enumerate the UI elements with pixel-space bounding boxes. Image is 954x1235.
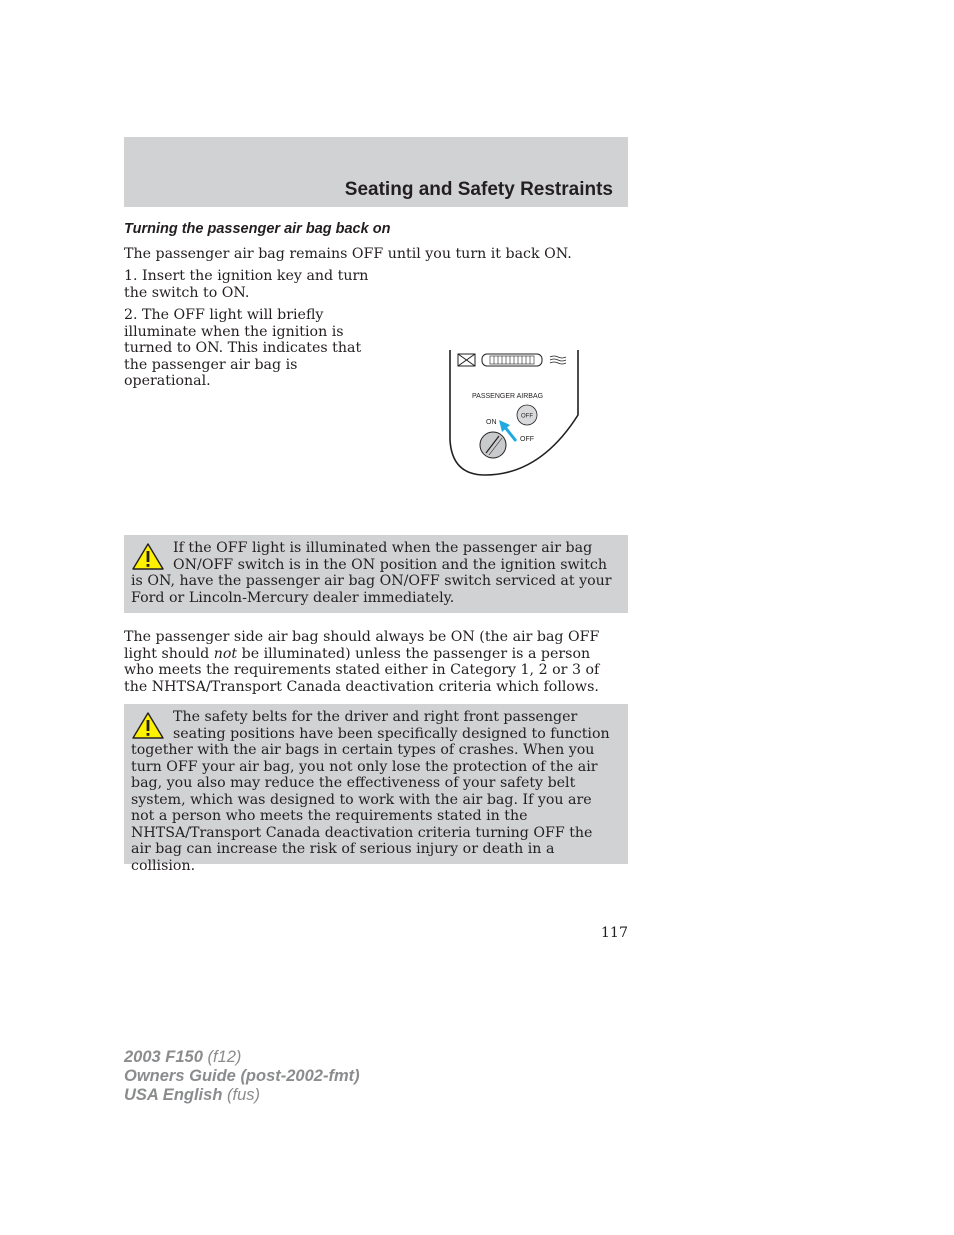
footer bbox=[124, 1048, 360, 1105]
header-bar bbox=[124, 137, 628, 207]
warning-triangle-icon bbox=[131, 711, 165, 741]
passenger-airbag-switch-diagram bbox=[440, 345, 590, 485]
footer-model-code: (f12) bbox=[202, 1048, 242, 1066]
vent-slider-icon bbox=[482, 354, 542, 366]
footer-language: USA English bbox=[124, 1086, 223, 1104]
footer-model: 2003 F150 bbox=[124, 1048, 203, 1066]
warning-text: The safety belts for the driver and right front passenger seating positions have been specifically designed to function together with the air bags in certain types of crashes. When you turn OFF your air bag, you not only lose the protection of the air bag, you also may reduce the effectiveness of your safety belt system, which was designed to work with the air bag. If you are not a person who meets the requirements stated in the NHTSA/Transport Canada deactivation criteria turning OFF the air bag can increase the risk of serious injury or death in a collision. bbox=[131, 709, 610, 874]
page-number: 117 bbox=[600, 925, 628, 941]
footer-guide: Owners Guide (post-2002-fmt) bbox=[124, 1067, 360, 1085]
warning-box bbox=[124, 535, 628, 613]
paragraph-emphasis: not bbox=[213, 645, 238, 662]
off-position-label: OFF bbox=[520, 436, 534, 443]
step-2-text: 2. The OFF light will briefly illuminate when the ignition is turned to ON. This indicates that the passenger air bag is operational. bbox=[124, 307, 362, 389]
paragraph-part-2: be illuminated) unless the passenger is a person who meets the requirements stated either in Category 1, 2 or 3 of the NHTSA/Transport Canada deactivation criteria which follows. bbox=[124, 645, 600, 695]
airflow-icon bbox=[550, 356, 566, 364]
footer-line-2 bbox=[124, 1067, 360, 1086]
page-title: Seating and Safety Restraints bbox=[344, 179, 613, 200]
on-position-label: ON bbox=[486, 419, 497, 426]
footer-line-3 bbox=[124, 1086, 360, 1105]
intro-text: The passenger air bag remains OFF until you turn it back ON. bbox=[124, 246, 572, 262]
footer-line-1 bbox=[124, 1048, 360, 1067]
body-paragraph bbox=[124, 629, 624, 695]
passenger-airbag-label: PASSENGER AIRBAG bbox=[472, 393, 544, 400]
paragraph-part-1: The passenger side air bag should always be ON (the air bag OFF light should bbox=[124, 629, 600, 662]
warning-box bbox=[124, 704, 628, 874]
footer-language-code: (fus) bbox=[222, 1086, 260, 1104]
key-switch bbox=[480, 432, 506, 458]
section-heading: Turning the passenger air bag back on bbox=[124, 221, 391, 237]
warning-text: If the OFF light is illuminated when the passenger air bag ON/OFF switch is in the ON position and the ignition switch is ON, have the passenger air bag ON/OFF switch serviced at your Ford or Lincoln-Mercury dealer immediately. bbox=[131, 540, 612, 606]
step-1-text: 1. Insert the ignition key and turn the switch to ON. bbox=[124, 268, 369, 301]
off-light-label: OFF bbox=[521, 413, 533, 420]
close-icon bbox=[458, 354, 475, 366]
warning-triangle-icon bbox=[131, 542, 165, 572]
